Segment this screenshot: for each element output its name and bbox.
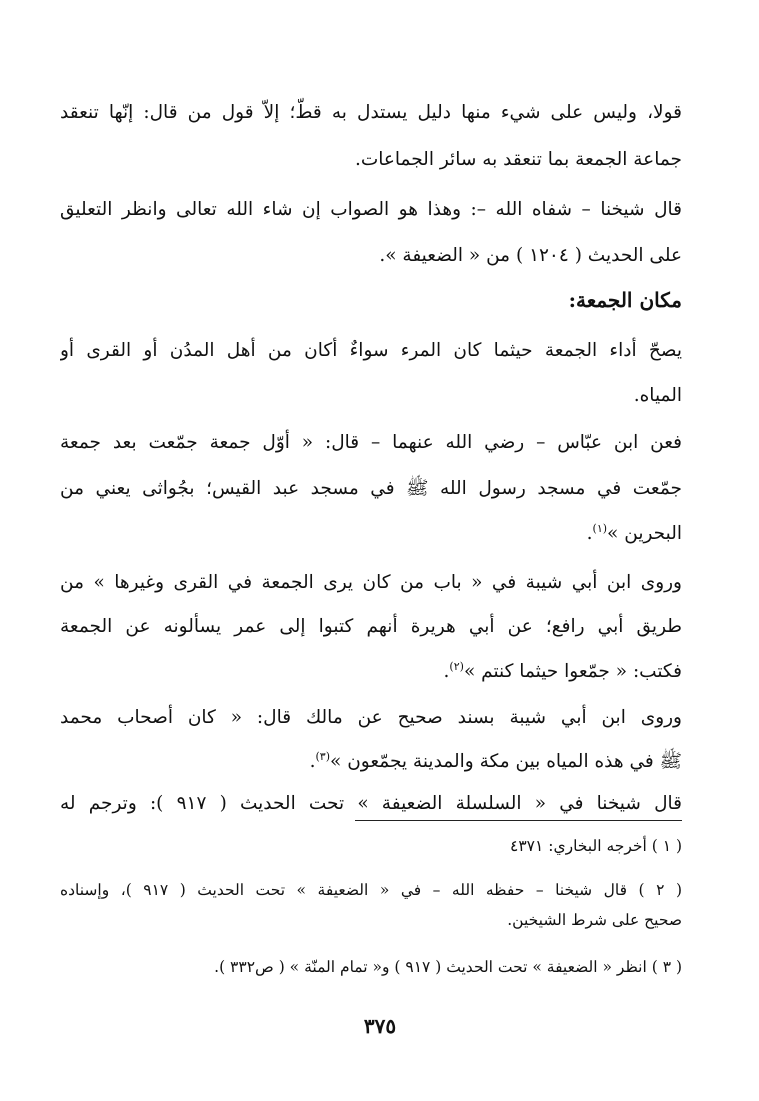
paragraph-3-line-2: المياه. [633, 385, 682, 406]
paragraph-5-line-1: وروى ابن أبي شيبة في « باب من كان يرى الجمعة في القرى وغيرها » من [60, 572, 682, 593]
footnote-ref-1: (١) [592, 521, 608, 535]
footnote-1: ( ١ ) أخرجه البخاري: ٤٣٧١ [510, 837, 682, 855]
footnote-3: ( ٣ ) انظر « الضعيفة » تحت الحديث ( ٩١٧ ) و« تمام المنّة » ( ص٣٣٢ ). [214, 958, 682, 976]
paragraph-5-line-3 [60, 652, 682, 692]
paragraph-6-period: . [309, 751, 316, 772]
paragraph-6-line-1: وروى ابن أبي شيبة بسند صحيح عن مالك قال: « كان أصحاب محمد [60, 707, 682, 728]
paragraph-6-line-2 [60, 742, 682, 782]
page-number: ٣٧٥ [363, 1014, 397, 1038]
paragraph-6-text: ﷺ في هذه المياه بين مكة والمدينة يجمّعون » [330, 751, 682, 772]
paragraph-4-quote-end: البحرين » [607, 523, 682, 544]
paragraph-2-line-2: على الحديث ( ١٢٠٤ ) من « الضعيفة ». [379, 245, 682, 266]
paragraph-4-line-1: فعن ابن عبّاس – رضي الله عنهما – قال: « أوّل جمعة جمّعت بعد جمعة [60, 432, 682, 453]
section-heading: مكان الجمعة: [568, 288, 682, 312]
footnote-ref-3: (٣) [315, 749, 330, 763]
paragraph-4-period: . [586, 523, 593, 544]
paragraph-5-line-2: طريق أبي رافع؛ عن أبي هريرة أنهم كتبوا إلى عمر يسألونه عن الجمعة [60, 616, 682, 637]
paragraph-1-line-2: جماعة الجمعة بما تنعقد به سائر الجماعات. [354, 149, 682, 170]
footnote-2-line-1: ( ٢ ) قال شيخنا – حفظه الله – في « الضعيفة » تحت الحديث ( ٩١٧ )، وإسناده [60, 881, 682, 899]
footnote-2-line-2: صحيح على شرط الشيخين. [507, 911, 682, 929]
footnote-divider [355, 820, 682, 821]
paragraph-4-line-2: جمّعت في مسجد رسول الله ﷺ في مسجد عبد القيس؛ بجُواثى يعني من [60, 478, 682, 499]
paragraph-2-line-1: قال شيخنا – شفاه الله –: وهذا هو الصواب إن شاء الله تعالى وانظر التعليق [60, 199, 682, 220]
paragraph-4-line-3 [60, 514, 682, 554]
paragraph-5-period: . [443, 661, 450, 682]
paragraph-3-line-1: يصحّ أداء الجمعة حيثما كان المرء سواءٌ أكان من أهل المدُن أو القرى أو [60, 340, 682, 361]
paragraph-1-line-1: قولا، وليس على شيء منها دليل يستدل به قطّ؛ إلاّ قول من قال: إنّها تنعقد [60, 102, 682, 123]
paragraph-7-line-1: قال شيخنا في « السلسلة الضعيفة » تحت الحديث ( ٩١٧ ): وترجم له [60, 793, 682, 814]
paragraph-5-quote: فكتب: « جمّعوا حيثما كنتم » [463, 661, 682, 682]
footnote-ref-2: (٢) [449, 659, 464, 673]
